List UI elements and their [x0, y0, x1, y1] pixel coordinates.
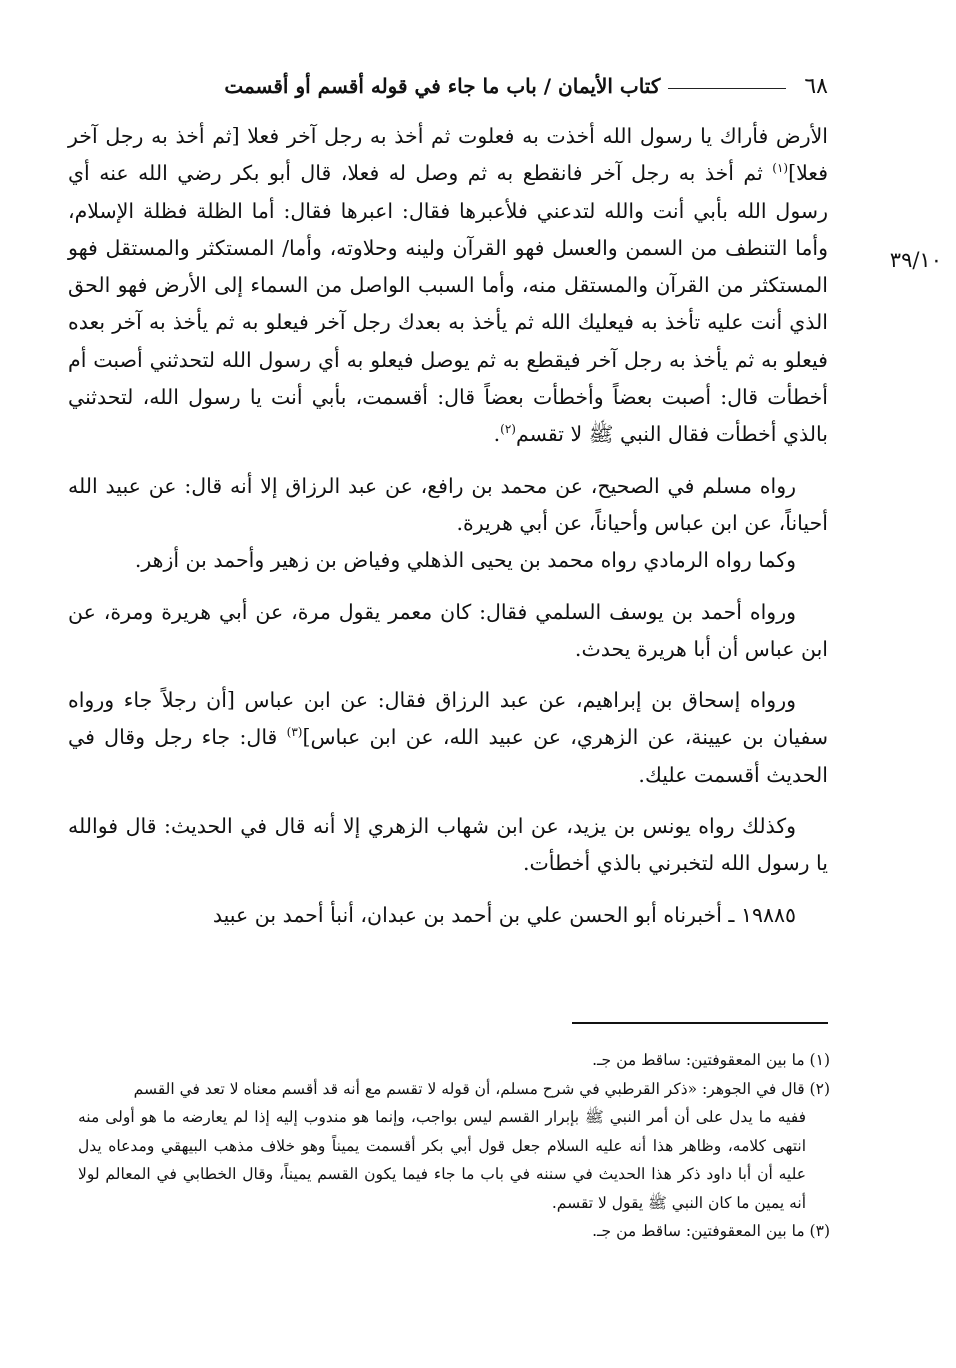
- footnotes: [78, 1046, 830, 1246]
- paragraph-text: الأرض فأراك يا رسول الله أخذت به فعلوت ثم أخذ به رجل آخر فعلا [ثم أخذ به رجل آخر فعلا]: [68, 124, 828, 186]
- footnote-ref-3[interactable]: (٣): [286, 725, 303, 740]
- page-header: [68, 66, 828, 106]
- footnote-2: (٢) قال في الجوهر: «ذكر القرطبي في شرح مسلم، أن قوله لا تقسم مع أنه قد أقسم معناه لا تعد في القسم: [133, 1079, 830, 1098]
- paragraph-ishaq: [68, 682, 828, 794]
- footnote-1: (١) ما بين المعقوفتين: ساقط من جـ.: [592, 1051, 830, 1069]
- footnote-3: (٣) ما بين المعقوفتين: ساقط من جـ.: [592, 1222, 830, 1240]
- paragraph-hadith-number: ١٩٨٨٥ ـ أخبرناه أبو الحسن علي بن أحمد بن عبدان، أنبأ أحمد بن عبيد: [212, 902, 796, 927]
- main-text: [68, 118, 828, 934]
- running-title: كتاب الأيمان / باب ما جاء في قوله أقسم أو أقسمت: [224, 74, 661, 98]
- paragraph-text: ورواه إسحاق بن إبراهيم، عن عبد الرزاق فقال: عن ابن عباس [أن رجلاً جاء ورواه سفيان بن عيينة، عن الزهري، عن عبيد الله، عن ابن عباس]: [68, 688, 828, 750]
- paragraph-text: ثم أخذ به رجل آخر فانقطع به ثم وصل له فعلا، قال أبو بكر رضي الله عنه أي رسول الله بأبي أنت والله لتدعني فلأعبرها فقال: اعبرها فقال: أما الظلة فظلة الإسلام، وأما التنطف من السمن والعسل فهو القرآن ولينه وحلاوته، وأما/ المستكثر والمستقل فهو المستكثر من القرآن والمستقل منه، وأما السبب الواصل من السماء إلى الأرض فهو الحق الذي أنت عليه تأخذ به فيعليك الله ثم يأخذ به بعدك رجل آخر فيعلو به ثم يأخذ به آخر بعده فيعلو به ثم يأخذ به رجل آخر فيقطع به ثم يوصل فيعلو به أي رسول الله لتحدثني أصبت أم أخطأت قال: أصبت بعضاً وأخطأت بعضاً قال: أقسمت، بأبي أنت يا رسول الله، لتحدثني بالذي أخطأت فقال النبي ﷺ لا تقسم: [68, 161, 828, 447]
- margin-reference: ٣٩/١٠: [889, 248, 942, 272]
- paragraph-ramadi: وكما رواه الرمادي رواه محمد بن يحيى الذهلي وفياض بن زهير وأحمد بن أزهر.: [134, 548, 796, 573]
- footnote-ref-1[interactable]: (١): [772, 161, 789, 176]
- paragraph-yunus: وكذلك رواه يونس بن يزيد، عن ابن شهاب الزهري إلا أنه قال في الحديث: قال فوالله يا رسول الله لتخبرني بالذي أخطأت.: [68, 814, 828, 876]
- paragraph-text: .: [493, 422, 501, 447]
- page-number: ٦٨: [804, 73, 828, 99]
- header-rule: [668, 88, 786, 89]
- footnote-2-body: ففيه ما يدل على أن أمر النبي ﷺ بإبرار القسم ليس بواجب، وإنما هو مندوب إليه إذا لم يعارضه ما هو أولى منه انتهى كلامه، وظاهر هذا أنه عليه السلام جعل قول أبي بكر أقسمت يميناً وهو خلاف مذهب البيهقي ومدعاه يدل عليه أن أبا داود ذكر هذا الحديث في سننه في باب ما جاء فيما يكون القسم يميناً، وقال الخطابي في المعالم لولا أنه يمين ما كان النبي ﷺ يقول لا تقسم.: [78, 1108, 806, 1212]
- paragraph-text: قال: جاء رجل وقال في الحديث أقسمت عليك.: [68, 725, 828, 787]
- paragraph-muslim: رواه مسلم في الصحيح، عن محمد بن رافع، عن عبد الرزاق إلا أنه قال: عن عبيد الله أحياناً، عن ابن عباس وأحياناً، عن أبي هريرة.: [68, 473, 828, 535]
- footnote-divider: [572, 1022, 828, 1024]
- footnote-ref-2[interactable]: (٢): [500, 422, 516, 437]
- paragraph-hadith: [68, 118, 828, 454]
- paragraph-sulami: ورواه أحمد بن يوسف السلمي فقال: كان معمر يقول مرة، عن أبي هريرة ومرة، عن ابن عباس أن أبا هريرة يحدث.: [68, 599, 828, 661]
